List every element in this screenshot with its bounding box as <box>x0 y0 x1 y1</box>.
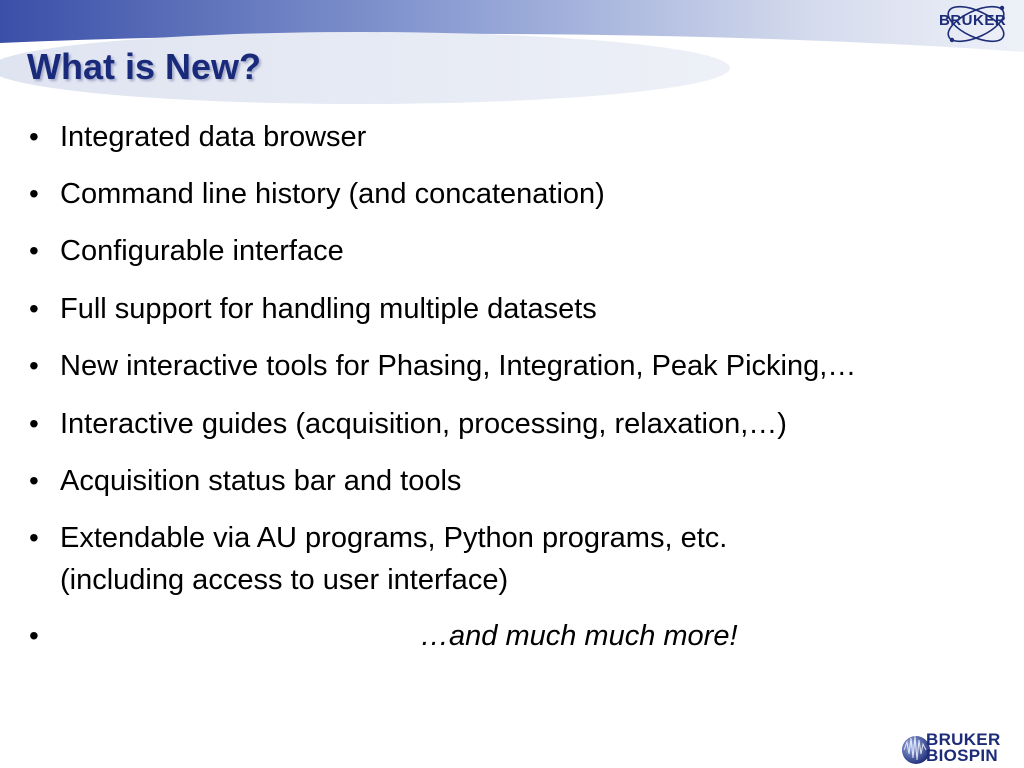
bullet-dot: • <box>29 121 39 152</box>
bruker-text: BRUKER <box>926 730 1001 749</box>
bullet-dot: • <box>29 620 39 651</box>
closing-text: …and much much more! <box>420 620 738 652</box>
bullet-text: New interactive tools for Phasing, Integration, Peak Picking,… <box>60 350 857 382</box>
bullet-dot: • <box>29 350 39 381</box>
bullet-text: Command line history (and concatenation) <box>60 178 605 210</box>
bullet-dot: • <box>29 465 39 496</box>
bullet-text-line1: Extendable via AU programs, Python programs, etc. <box>60 522 728 554</box>
bullet-text: Full support for handling multiple datasets <box>60 293 597 325</box>
bullet-dot: • <box>29 293 39 324</box>
bullet-dot: • <box>29 235 39 266</box>
page-title: What is New? <box>27 46 262 87</box>
bullet-text-line2: (including access to user interface) <box>60 564 509 596</box>
bruker-logo-text: BRUKER <box>939 12 1007 29</box>
bullet-dot: • <box>29 178 39 209</box>
bullet-dot: • <box>29 408 39 439</box>
bullet-dot: • <box>29 522 39 553</box>
biospin-text: BIOSPIN <box>926 746 999 765</box>
bullet-text: Interactive guides (acquisition, processing, relaxation,…) <box>60 408 787 440</box>
bullet-text: Acquisition status bar and tools <box>60 465 462 497</box>
bullet-text: Integrated data browser <box>60 121 367 153</box>
bullet-text: Configurable interface <box>60 235 344 267</box>
